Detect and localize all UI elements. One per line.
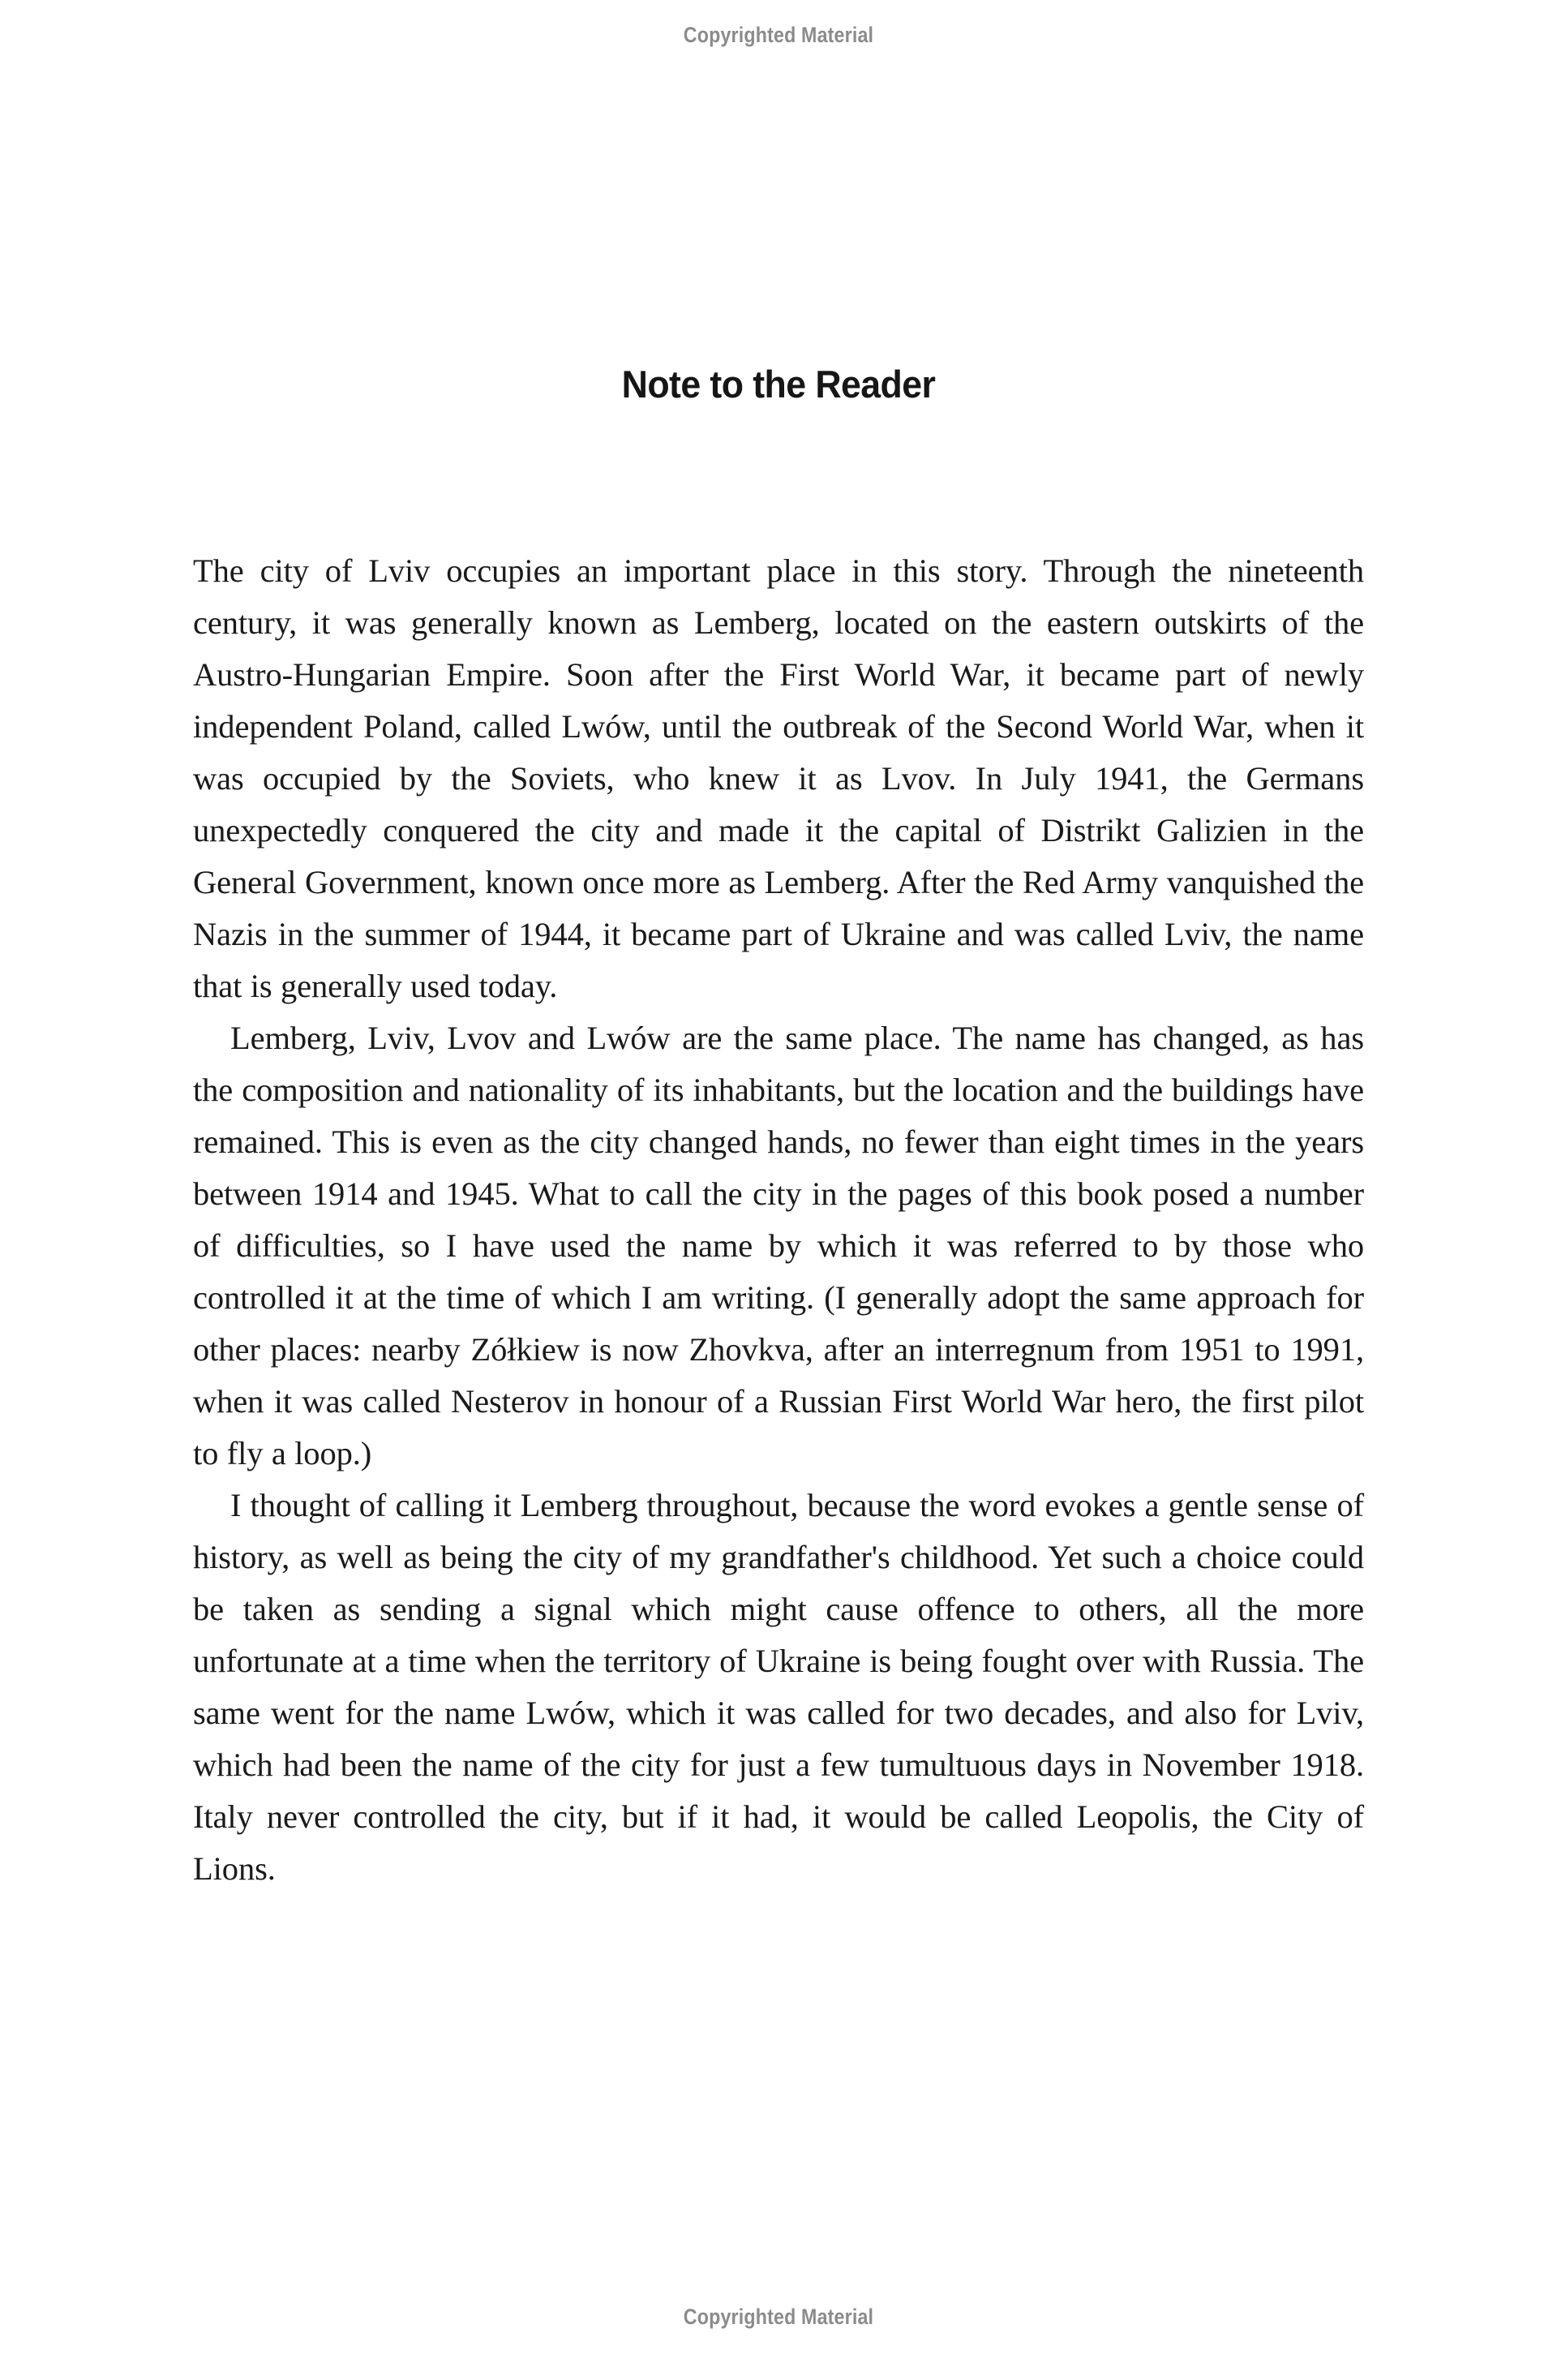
paragraph-2: Lemberg, Lviv, Lvov and Lwów are the same place. The name has changed, as has the composition and nationality of its inhabitants, but the location and the buildings have remained. This is even as the city changed hands, no fewer than eight times in the years between 1914 and 1945. What to call the city in the pages of this book posed a number of difficulties, so I have used the name by which it was referred to by those who controlled it at the time of which I am writing. (I generally adopt the same approach for other places: nearby Zółkiew is now Zhovkva, after an interregnum from 1951 to 1991, when it was called Nesterov in honour of a Russian First World War hero, the first pilot to fly a loop.) <box>193 1020 1364 1471</box>
body-text-block <box>193 545 1364 1895</box>
page-title: Note to the Reader <box>621 363 936 406</box>
paragraph-3: I thought of calling it Lemberg throughout, because the word evokes a gentle sense of history, as well as being the city of my grandfather's childhood. Yet such a choice could be taken as sending a signal which might cause offence to others, all the more unfortunate at a time when the territory of Ukraine is being fought over with Russia. The same went for the name Lwów, which it was called for two decades, and also for Lviv, which had been the name of the city for just a few tumultuous days in November 1918. Italy never controlled the city, but if it had, it would be called Leopolis, the City of Lions. <box>193 1487 1364 1887</box>
copyright-watermark-top: Copyrighted Material <box>683 23 874 47</box>
copyright-watermark-bottom: Copyrighted Material <box>683 2305 874 2329</box>
paragraph-1: The city of Lviv occupies an important place in this story. Through the nineteenth century, it was generally known as Lemberg, located on the eastern outskirts of the Austro-Hungarian Empire. Soon after the First World War, it became part of newly independent Poland, called Lwów, until the outbreak of the Second World War, when it was occupied by the Soviets, who knew it as Lvov. In July 1941, the Germans unexpectedly conquered the city and made it the capital of Distrikt Galizien in the General Government, known once more as Lemberg. After the Red Army vanquished the Nazis in the summer of 1944, it became part of Ukraine and was called Lviv, the name that is generally used today. <box>193 552 1364 1004</box>
